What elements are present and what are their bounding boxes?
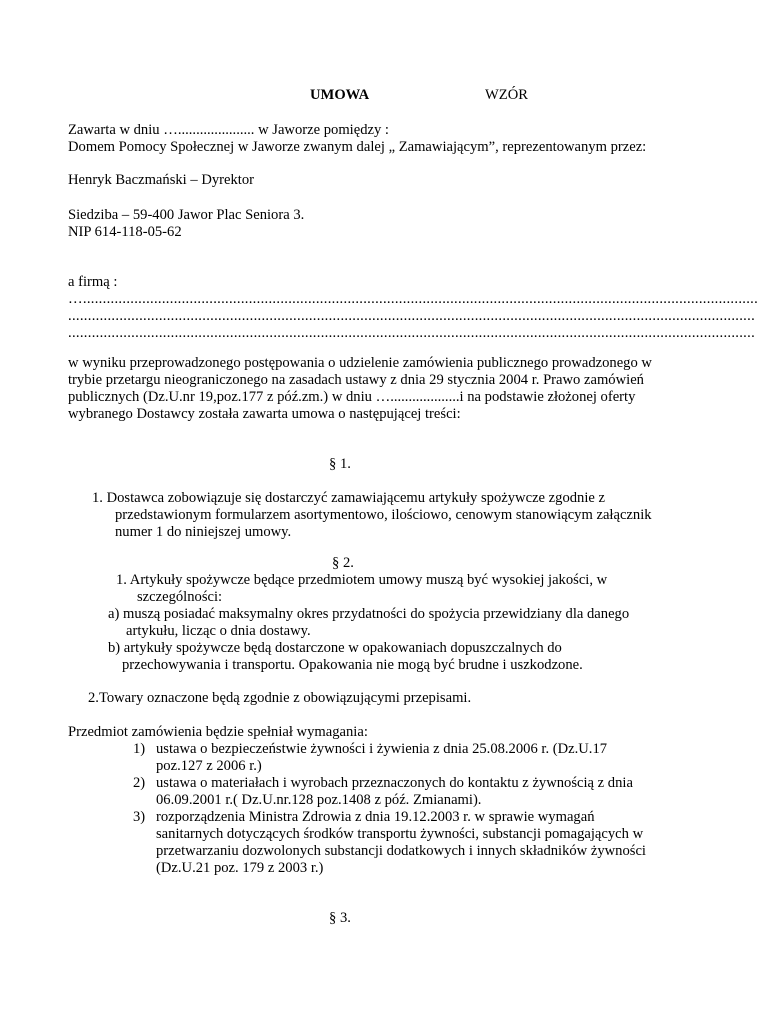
address: Siedziba – 59-400 Jawor Plac Seniora 3. bbox=[68, 207, 305, 223]
section-1-item-line: przedstawionym formularzem asortymentowo, ilościowo, cenowym stanowiącym załącznik bbox=[115, 507, 652, 523]
section-2-item-line: szczególności: bbox=[137, 589, 223, 605]
firm-blank-line-2: .............................................................................................................................................................................. bbox=[68, 308, 756, 324]
section-2-heading: § 2. bbox=[332, 555, 354, 571]
firm-blank-line-1: …........................................................................................................................................................................... bbox=[68, 291, 758, 307]
preamble-line: wybranego Dostawcy została zawarta umowa o następującej treści: bbox=[68, 406, 461, 422]
requirement-number: 2) bbox=[133, 775, 146, 791]
requirement-line: ustawa o bezpieczeństwie żywności i żywienia z dnia 25.08.2006 r. (Dz.U.17 bbox=[156, 741, 608, 757]
section-2-item-a-line: artykułu, licząc o dnia dostawy. bbox=[126, 623, 311, 639]
section-2-item-line: 1. Artykuły spożywcze będące przedmiotem umowy muszą być wysokiej jakości, w bbox=[116, 572, 608, 588]
nip: NIP 614-118-05-62 bbox=[68, 224, 182, 240]
requirement-line: poz.127 z 2006 r.) bbox=[156, 758, 262, 774]
requirement-number: 1) bbox=[133, 741, 146, 757]
section-1-item-line: 1. Dostawca zobowiązuje się dostarczyć zamawiającemu artykuły spożywcze zgodnie z bbox=[92, 490, 605, 506]
requirement-line: (Dz.U.21 poz. 179 z 2003 r.) bbox=[156, 860, 324, 876]
section-2-item-2: 2.Towary oznaczone będą zgodnie z obowiązującymi przepisami. bbox=[88, 690, 472, 706]
firm-label: a firmą : bbox=[68, 274, 118, 290]
section-1-heading: § 1. bbox=[329, 456, 351, 472]
preamble-line: publicznych (Dz.U.nr 19,poz.177 z póź.zm.) w dniu …...................i na podstawie złożonej oferty bbox=[68, 389, 636, 405]
intro-party-line: Domem Pomocy Społecznej w Jaworze zwanym dalej „ Zamawiającym”, reprezentowanym przez: bbox=[68, 139, 647, 155]
intro-date-line: Zawarta w dniu …..................... w Jaworze pomiędzy : bbox=[68, 122, 389, 138]
section-3-heading: § 3. bbox=[329, 910, 351, 926]
section-2-item-b-line: przechowywania i transportu. Opakowania nie mogą być brudne i uszkodzone. bbox=[122, 657, 583, 673]
requirement-number: 3) bbox=[133, 809, 146, 825]
section-1-item-line: numer 1 do niniejszej umowy. bbox=[115, 524, 292, 540]
requirements-intro: Przedmiot zamówienia będzie spełniał wymagania: bbox=[68, 724, 368, 740]
requirement-line: 06.09.2001 r.( Dz.U.nr.128 poz.1408 z póź. Zmianami). bbox=[156, 792, 482, 808]
preamble-line: trybie przetargu nieograniczonego na zasadach ustawy z dnia 29 stycznia 2004 r. Prawo zamówień bbox=[68, 372, 644, 388]
requirement-line: rozporządzenia Ministra Zdrowia z dnia 19.12.2003 r. w sprawie wymagań bbox=[156, 809, 595, 825]
template-label: WZÓR bbox=[485, 87, 528, 103]
requirement-line: przetwarzaniu dozwolonych substancji dodatkowych i innych składników żywności bbox=[156, 843, 646, 859]
contract-title: UMOWA bbox=[310, 87, 370, 103]
preamble-line: w wyniku przeprowadzonego postępowania o udzielenie zamówienia publicznego prowadzonego w bbox=[68, 355, 652, 371]
section-2-item-b-line: b) artykuły spożywcze będą dostarczone w opakowaniach dopuszczalnych do bbox=[108, 640, 562, 656]
section-2-item-a-line: a) muszą posiadać maksymalny okres przydatności do spożycia przewidziany dla danego bbox=[108, 606, 630, 622]
requirement-line: sanitarnych dotyczących środków transportu żywności, substancji pomagających w bbox=[156, 826, 644, 842]
representative: Henryk Baczmański – Dyrektor bbox=[68, 172, 255, 188]
requirement-line: ustawa o materiałach i wyrobach przeznaczonych do kontaktu z żywnością z dnia bbox=[156, 775, 633, 791]
firm-blank-line-3: .............................................................................................................................................................................. bbox=[68, 325, 756, 341]
